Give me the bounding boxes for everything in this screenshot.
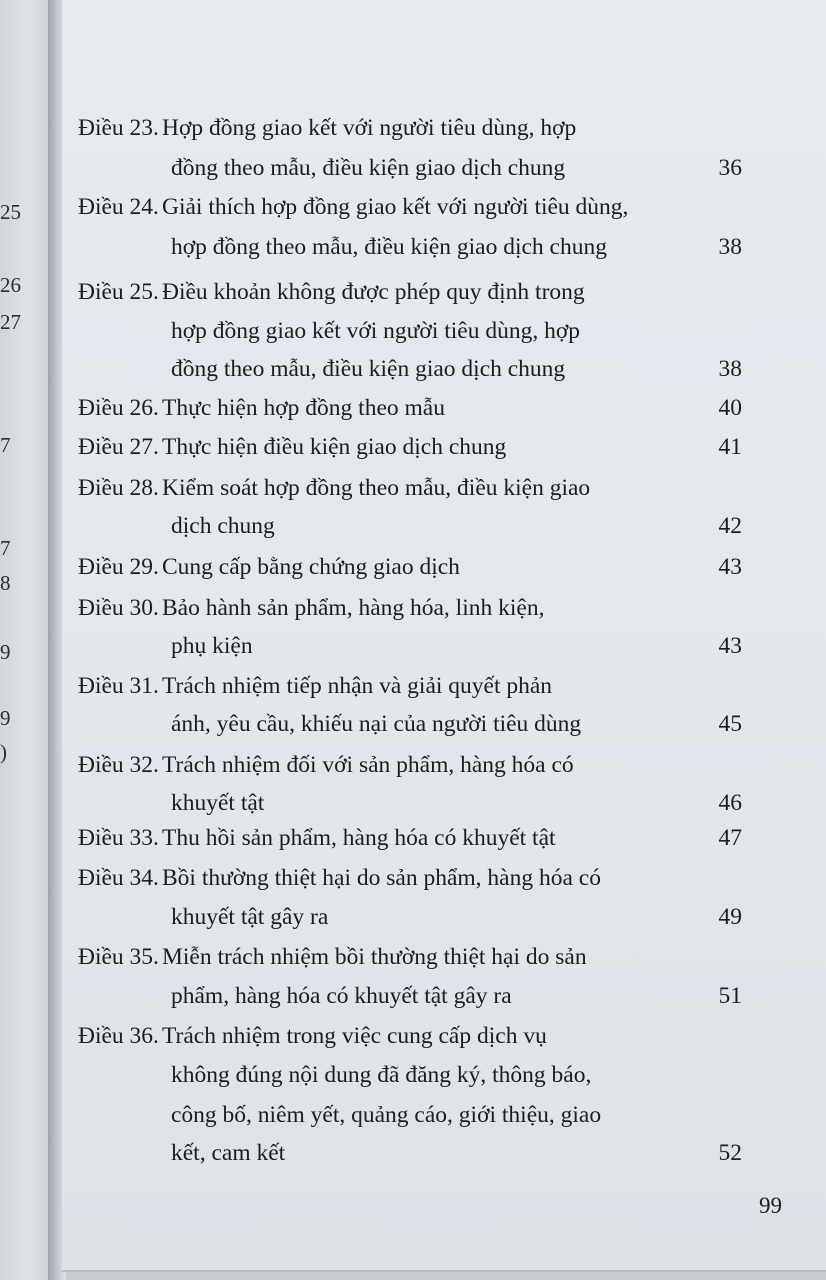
toc-entry-title-line: Trách nhiệm đối với sản phẩm, hàng hóa có	[162, 752, 574, 778]
toc-entry-label: Điều 30.	[78, 595, 159, 621]
toc-entry-title-line: Trách nhiệm trong việc cung cấp dịch vụ	[162, 1023, 547, 1049]
toc-entry-title-line: công bố, niêm yết, quảng cáo, giới thiệu, giao	[171, 1102, 602, 1128]
toc-entry-page: 41	[718, 434, 742, 460]
toc-entry-title-line: hợp đồng giao kết với người tiêu dùng, hợp	[171, 318, 581, 344]
left-page-number: )	[0, 740, 7, 764]
toc-entry-page: 43	[718, 554, 742, 580]
toc-entry-label: Điều 28.	[78, 475, 159, 501]
toc-entry-title-line: Giải thích hợp đồng giao kết với người tiêu dùng,	[162, 194, 629, 220]
toc-entry-label: Điều 32.	[78, 752, 159, 778]
toc-entry-label: Điều 34.	[78, 865, 159, 891]
toc-entry-label: Điều 36.	[78, 1023, 159, 1049]
toc-entry-page: 42	[718, 513, 742, 539]
toc-entry-title-line: ánh, yêu cầu, khiếu nại của người tiêu dùng	[171, 711, 582, 737]
toc-entry-title-line: Điều khoản không được phép quy định trong	[162, 279, 585, 305]
toc-entry-page: 46	[718, 790, 742, 816]
left-page-number: 8	[0, 571, 11, 595]
left-page-edge	[0, 0, 48, 1280]
right-page	[62, 0, 826, 1272]
toc-entry-title-line: Kiểm soát hợp đồng theo mẫu, điều kiện giao	[162, 475, 591, 501]
toc-entry-page: 49	[718, 904, 742, 930]
toc-entry-page: 47	[718, 825, 742, 851]
toc-entry-page: 40	[718, 395, 742, 421]
toc-entry-page: 43	[718, 633, 742, 659]
toc-entry-title-line: Thực hiện hợp đồng theo mẫu	[162, 395, 445, 421]
toc-entry-title-line: đồng theo mẫu, điều kiện giao dịch chung	[171, 356, 566, 382]
toc-entry-title-line: Trách nhiệm tiếp nhận và giải quyết phản	[162, 673, 553, 699]
toc-entry-label: Điều 33.	[78, 825, 159, 851]
left-page-number: 9	[0, 706, 11, 730]
toc-entry-title-line: Thu hồi sản phẩm, hàng hóa có khuyết tật	[162, 825, 556, 851]
toc-entry-page: 52	[718, 1140, 742, 1166]
left-page-number: 27	[0, 310, 21, 334]
toc-entry-label: Điều 24.	[78, 194, 159, 220]
toc-entry-title-line: Hợp đồng giao kết với người tiêu dùng, hợp	[162, 115, 577, 141]
toc-entry-title-line: hợp đồng theo mẫu, điều kiện giao dịch chung	[171, 234, 607, 260]
toc-entry-title-line: dịch chung	[171, 513, 275, 539]
toc-entry-page: 38	[718, 356, 742, 382]
toc-entry-title-line: Bồi thường thiệt hại do sản phẩm, hàng hóa có	[162, 865, 601, 891]
toc-entry-title-line: Bảo hành sản phẩm, hàng hóa, linh kiện,	[162, 595, 545, 621]
toc-entry-title-line: khuyết tật	[171, 790, 265, 816]
toc-entry-title-line: kết, cam kết	[171, 1140, 286, 1166]
left-page-number: 9	[0, 640, 11, 664]
toc-entry-title-line: không đúng nội dung đã đăng ký, thông báo,	[171, 1062, 592, 1088]
toc-entry-page: 45	[718, 711, 742, 737]
toc-entry-page: 36	[718, 155, 742, 181]
toc-entry-label: Điều 31.	[78, 673, 159, 699]
toc-entry-title-line: Miễn trách nhiệm bồi thường thiệt hại do sản	[162, 944, 587, 970]
toc-entry-title-line: phẩm, hàng hóa có khuyết tật gây ra	[171, 983, 512, 1009]
toc-entry-label: Điều 29.	[78, 554, 159, 580]
left-page-number: 26	[0, 273, 21, 297]
page-number: 99	[759, 1193, 782, 1218]
toc-entry-label: Điều 26.	[78, 395, 159, 421]
toc-entry-label: Điều 23.	[78, 115, 159, 141]
left-page-number: 25	[0, 200, 21, 224]
toc-entry-title-line: Cung cấp bằng chứng giao dịch	[162, 554, 460, 580]
toc-entry-title-line: Thực hiện điều kiện giao dịch chung	[162, 434, 507, 460]
table-of-contents	[62, 0, 826, 1250]
toc-entry-label: Điều 35.	[78, 944, 159, 970]
toc-entry-title-line: phụ kiện	[171, 633, 253, 659]
toc-entry-title-line: khuyết tật gây ra	[171, 904, 329, 930]
toc-entry-label: Điều 27.	[78, 434, 159, 460]
toc-entry-page: 38	[718, 234, 742, 260]
left-page-number: 7	[0, 433, 11, 457]
left-page-number: 7	[0, 536, 11, 560]
toc-entry-page: 51	[718, 983, 742, 1009]
toc-entry-label: Điều 25.	[78, 279, 159, 305]
toc-entry-title-line: đồng theo mẫu, điều kiện giao dịch chung	[171, 155, 566, 181]
